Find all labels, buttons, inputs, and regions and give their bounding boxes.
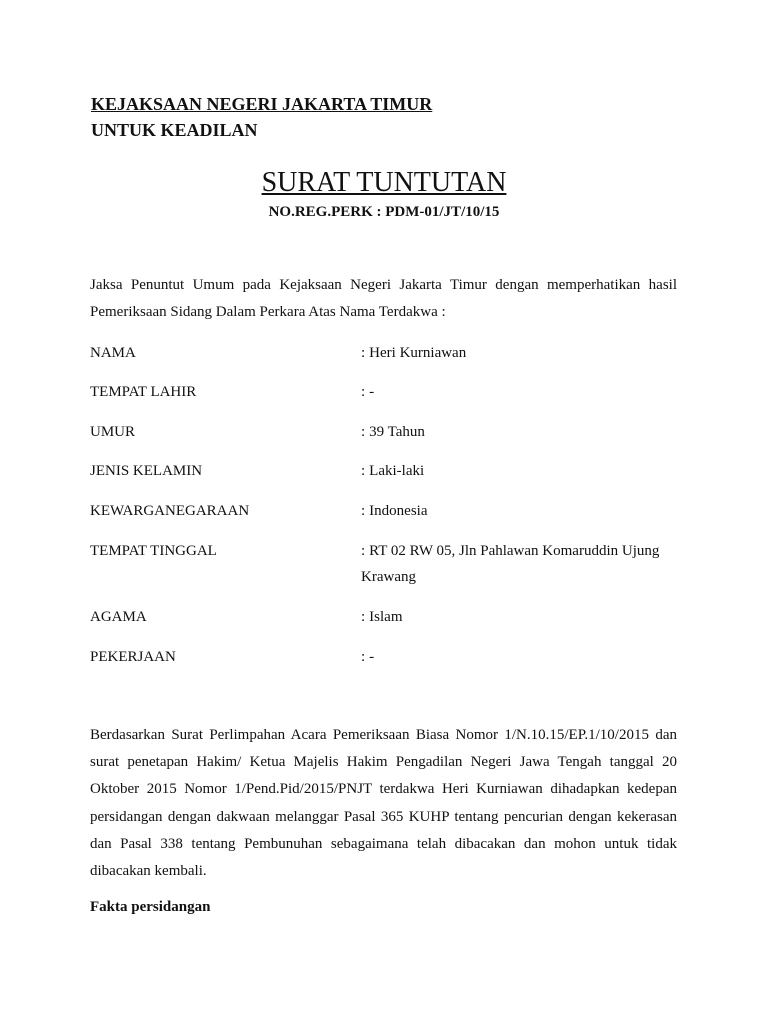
field-separator: : [361,503,366,519]
field-value-text: RT 02 RW 05, Jln Pahlawan Komaruddin Ujung Krawang [361,543,660,585]
field-value-text: Islam [369,609,403,625]
field-separator: : [361,463,366,479]
field-label: JENIS KELAMIN [90,463,203,479]
field-separator: : [361,424,366,440]
field-label: PEKERJAAN [90,649,176,665]
field-value [361,644,681,670]
field-separator: : [361,384,366,400]
field-separator: : [361,609,366,625]
body-paragraph: Berdasarkan Surat Perlimpahan Acara Pemeriksaan Biasa Nomor 1/N.10.15/EP.1/10/2015 dan surat penetapan Hakim/ Ketua Majelis Hakim Pengadilan Negeri Jawa Tengah tanggal 20 Oktober 2015 Nomor 1/Pend.Pid/2015/PNJT terdakwa Heri Kurniawan dihadapkan kedepan persidangan dengan dakwaan melanggar Pasal 365 KUHP tentang pencurian dengan kekerasan dan Pasal 338 tentang Pembunuhan sebagaimana telah dibacakan dan mohon untuk tidak dibacakan kembali. [90,727,677,880]
intro-paragraph: Jaksa Penuntut Umum pada Kejaksaan Negeri Jakarta Timur dengan memperhatikan hasil Pemeriksaan Sidang Dalam Perkara Atas Nama Terdakwa : [90,277,677,320]
organization-name: KEJAKSAAN NEGERI JAKARTA TIMUR [91,94,433,114]
field-value [361,379,681,405]
field-value [361,340,681,366]
field-label: UMUR [90,424,136,440]
field-separator: : [361,345,366,361]
field-value-text: 39 Tahun [369,424,425,440]
field-label: KEWARGANEGARAAN [90,503,250,519]
field-value [361,604,681,630]
section-heading: Fakta persidangan [90,899,211,915]
field-value-text: Heri Kurniawan [369,345,467,361]
field-value-text: Laki-laki [369,463,425,479]
field-label: TEMPAT LAHIR [90,384,197,400]
document-title: SURAT TUNTUTAN [261,167,507,198]
field-separator: : [361,543,366,559]
field-value [361,538,681,590]
field-label: AGAMA [90,609,147,625]
field-label: TEMPAT TINGGAL [90,543,217,559]
field-value [361,419,681,445]
field-value-text: - [369,384,375,400]
field-value-text: Indonesia [369,503,428,519]
field-value-text: - [369,649,375,665]
field-label: NAMA [90,345,136,361]
organization-motto: UNTUK KEADILAN [91,120,258,140]
registration-number: NO.REG.PERK : PDM-01/JT/10/15 [268,204,500,220]
field-value [361,498,681,524]
field-separator: : [361,649,366,665]
field-value [361,458,681,484]
